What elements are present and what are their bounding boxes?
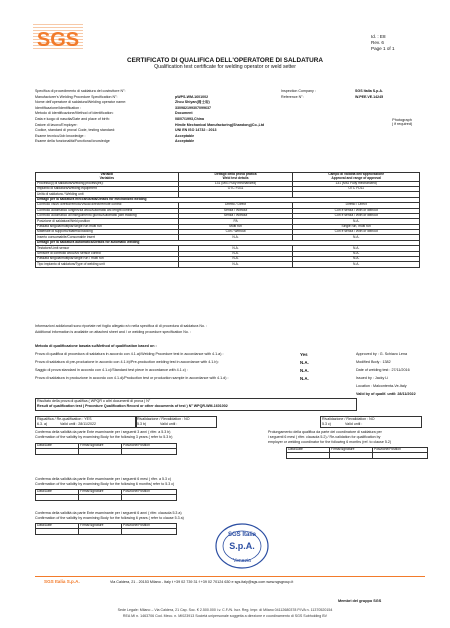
signature-header-cell: Data/Date (36, 490, 79, 495)
signature-cell (79, 449, 122, 454)
method-value: N.A. (300, 376, 309, 381)
signature-header-cell: Posizione/Position (373, 448, 428, 453)
test-detail-cell: Senza / Without (178, 213, 293, 218)
variable-cell: Impianto di saldatura/Welding equipment (36, 186, 179, 191)
footer-legal-2: REA MI n. 1463706 Cod. Mecc. n. MI023913 Società unipersonale soggetta a direzione e coordinamento di SGS Subholding BV (122, 614, 328, 618)
field-label: Esame tecnico/Job knowledge : (35, 133, 86, 138)
variable-cell: Sensore di controllo arco/Arc sensor control (36, 251, 179, 256)
confirm-6m-it: Conferma della validità da parte Ente esaminante per i seguenti 6 mesi ( rifer. a 5.3 c) (35, 477, 172, 481)
field-value: Himile Mechanical Manufacturing(Shandong)Co.,Ltd (175, 122, 265, 127)
header-field-row (35, 100, 425, 105)
prolong-3: employer or welding coordinator for the following 6 months (ref. to clause 5.2) (268, 440, 392, 444)
signature-cell (79, 529, 122, 534)
variable-cell: Tipo impianto di saldatura/Type of welding unit (36, 262, 179, 267)
validity: Valid by of qualif. until: 28/11/2022 (356, 392, 416, 396)
test-detail-cell: N.A. (178, 246, 293, 251)
approval-range-cell: N.A. (293, 257, 420, 262)
table-head-row (36, 173, 420, 182)
footer-legal-1: Sede Legale: Milano – Via Caldera, 21 Cap. Soc. € 2.500.000 i.v. C.F./N. Iscr. Reg. Impr. di Milano 04112680378 P.IVA n. 11370520154 (117, 608, 333, 612)
method-text: Saggio di prova standard in accordo con 4.1.c)/Standard test piece in accordance with 4.1.c) : (35, 368, 188, 372)
variable-cell: Unità di saldatura / Welding unit (36, 192, 179, 197)
prolong-2: i seguenti 6 mesi ( rifer. clausola 5.2) / Re-validation for qualification by (268, 435, 381, 439)
method-right: Modified Body : 1382 (356, 360, 391, 364)
field-label: Specifica di procedimento di saldatura del costruttore N°: (35, 89, 126, 93)
document-id-block (371, 34, 395, 53)
photo-note: ( if required) (391, 122, 413, 127)
signature-cell (36, 449, 79, 454)
test-detail-cell: PA (178, 219, 293, 224)
signature-table-6m (35, 489, 177, 501)
approval-range-cell: N.A. (293, 235, 420, 240)
signature-header-cell: Firma/Signature (79, 444, 122, 449)
test-detail-cell: Con / Without (178, 230, 293, 235)
test-detail-cell: N.A. (178, 262, 293, 267)
approval-range-cell: Con e senza / With or without (293, 213, 420, 218)
additional-info-it: Informazioni addizionali sono riportate nel foglio allegato e/o nella specifica di di procedura di saldatura No. : (35, 324, 208, 328)
header-field-row (35, 111, 425, 116)
reval-b-value: Valid until : (160, 422, 178, 426)
field-value: Acceptable (175, 139, 195, 144)
header-field-row (35, 123, 425, 128)
field-right-value: SGS Italia S.p.A. (355, 89, 383, 93)
head-test-details: Dettagli della prova pratica Weld test details (178, 173, 293, 182)
logo-text: SGS (36, 29, 80, 51)
field-value: Zhou Shiyan(周士岩) (175, 100, 210, 105)
approval-range-cell: 131 (MIG Fully mechanized) (293, 181, 420, 186)
signature-row (36, 529, 177, 534)
confirm-3y-en: Confirmation of the validity by examining Body for the following 3 years ( refer to 5.3 b) (35, 435, 173, 439)
field-right-value: W.PEE.VE.14245 (355, 94, 384, 99)
method-right: Date of welding test : 27/11/2016 (356, 368, 410, 372)
signature-header-cell: Data/Date (36, 524, 79, 529)
field-label: Identificazione/Identification : (35, 105, 82, 110)
signature-cell (122, 449, 177, 454)
signature-row (36, 449, 177, 454)
field-value: 08/07/1993,China (175, 117, 204, 121)
test-detail-cell: N.A. (178, 251, 293, 256)
signature-table-prolong (286, 447, 428, 459)
revalidation-c: Rivalidazione / Revalidation : NO (322, 417, 375, 421)
method-text: Prova di saldatura di pre-produzione in accordo con 4.1.b)/Pre-production welding test in accordance with 4.1.b): (35, 360, 219, 364)
reval-c-value: Valid until : (345, 422, 363, 426)
revalidation-b: Rivalidazione / Revalidation : NO (137, 417, 190, 421)
section-heading: Dettagli per la saldatura automatica/Details for automatic welding (36, 240, 420, 245)
signature-cell (122, 529, 177, 534)
doc-page: Page 1 of 1 (371, 46, 395, 52)
approval-range-cell: Con e senza / With or without (293, 230, 420, 235)
field-label: Metodo di identificazione/Method of identification: (35, 111, 114, 116)
header-field-row (35, 117, 425, 122)
variable-cell: Passata singola/multipla/Single run multi run (36, 224, 179, 229)
field-value: pWPS-WM-1601002 (175, 94, 209, 99)
variables-table (35, 172, 420, 268)
signature-header-cell: Firma/Signature (79, 524, 122, 529)
sgs-logo (33, 22, 83, 54)
signature-cell (36, 529, 79, 534)
additional-info-en: Additional information is available on attached sheet and / or welding procedure specification No. : (35, 330, 191, 334)
variable-cell: Passata singola/multipla/Single run / multi run (36, 257, 179, 262)
test-detail-cell: Senza / Without (178, 208, 293, 213)
variable-cell: Posizione di saldatura/Weld position (36, 219, 179, 224)
header-field-row (35, 139, 425, 144)
prolong-1: Prolungamento della qualifica da parte del coordinatore di saldatura per (268, 430, 382, 434)
signature-cell (122, 495, 177, 500)
result-it: Risultato della prova di qualifica ( WPQR o altri documenti di prova ) N° (37, 399, 151, 403)
reval-c: 5.3 c) (322, 422, 331, 426)
variable-cell: Controllo automatico lunghezza arco/Automatic arc lenght control (36, 208, 179, 213)
test-detail-cell: OTC FD11 (178, 186, 293, 191)
approval-range-cell: N.A. (293, 251, 420, 256)
approval-range-cell: OTC FD11 (293, 186, 420, 191)
location: Location : Malcontenta-Ve-Italy (356, 384, 407, 388)
signature-cell (287, 453, 330, 458)
field-label: Data e luogo di nascita/Date and place of birth: (35, 117, 110, 121)
signature-header-cell: Firma/Signature (79, 490, 122, 495)
confirm-3y-it: Conferma della validità da parte Ente esaminante per i seguenti 3 anni ( rifer. a 5.3 b) (35, 430, 171, 434)
photo-label: Photograph (392, 118, 412, 122)
field-right-label: Inspection Company : (281, 89, 316, 93)
methods-title: Metodo di qualificazione basata su/Method of qualification based on : (35, 344, 157, 348)
reval-a-value: Valid until : 28/11/2022 (60, 422, 97, 426)
test-detail-cell: N.A. (178, 257, 293, 262)
approval-range-cell: Single run, multi run (293, 224, 420, 229)
reval-b: 5.3 b) (137, 422, 147, 426)
header-field-row (35, 128, 425, 133)
approval-range-cell: N.A. (293, 219, 420, 224)
field-value: Document (175, 111, 193, 116)
field-label: Nome dell'operatore di saldatura/Welding operator name: (35, 100, 127, 105)
field-value: UNI EN ISO 14732 : 2013 (175, 128, 217, 133)
method-right: Approved by : G. Schiavo Lena (356, 352, 408, 356)
signature-cell (373, 453, 428, 458)
approval-range-cell: Diretto / Direct (293, 203, 420, 208)
variable-cell: Inserto consumabile/Consumable insert (36, 235, 179, 240)
signature-table-3y (35, 443, 177, 455)
stamp-mid: S.p.A. (229, 541, 255, 551)
field-label: Codice, standard di prova/ Code, testing standard: (35, 128, 116, 133)
sgs-stamp (214, 522, 270, 570)
header-field-row (35, 106, 425, 111)
field-label: Datore di lavoro/Employer: (35, 122, 78, 127)
signature-header-cell: Posizione/Position (122, 524, 177, 529)
variable-cell: Processo(i) di saldatura/Welding process(es): (36, 181, 179, 186)
signature-cell (79, 495, 122, 500)
table-row (36, 262, 420, 267)
signature-table-6a (35, 523, 177, 535)
field-value: 330982199307099637 (175, 105, 211, 110)
approval-range-cell: N.A. (293, 262, 420, 267)
signature-header-cell: Posizione/Position (122, 444, 177, 449)
section-heading: Dettagli per la saldatura meccanizzata/Details for mechanized welding (36, 197, 420, 202)
approval-range-cell: N.A. (293, 246, 420, 251)
approval-range-cell: Con e senza / With or without (293, 208, 420, 213)
stamp-top: SGS Italia (227, 532, 257, 538)
method-text: Prova di saldatura in produzione in accordo con 4.1.d)/Production test or production sample in accordance with 4.1.d) : (35, 376, 229, 380)
reval-a: 6.3. a) (37, 422, 48, 426)
variable-cell: Testatore/Limit sensor (36, 246, 179, 251)
test-detail-cell: Diretto / Direct (178, 203, 293, 208)
signature-header-cell: Posizione/Position (122, 490, 177, 495)
footer-company: SGS Italia S.p.A. (44, 579, 80, 584)
method-text: Prova di qualifica di procedura di saldatura in accordo con 4.1.a)/Welding Procedure test in accordance with 4.1.a) : (35, 352, 224, 356)
photo-placeholder (382, 118, 422, 127)
confirm-6a-en: Confirmation of the validity by examining Body for the following 6 years ( refer to clause 5.3 a) (35, 516, 184, 520)
header-field-row (35, 89, 425, 94)
method-value: Yes (300, 352, 308, 357)
signature-cell (330, 453, 373, 458)
method-right: Issued by : Jacky Li (356, 376, 389, 380)
signature-cell (36, 495, 79, 500)
certificate-title: CERTIFICATO DI QUALIFICA DELL'OPERATORE DI SALDATURA (127, 57, 323, 64)
test-detail-cell: N.A. (178, 235, 293, 240)
signature-header-cell: Data/Date (287, 448, 330, 453)
footer-rule (35, 576, 425, 577)
test-detail-cell: Multi run (178, 224, 293, 229)
signature-row (287, 453, 428, 458)
field-label: Esame della funzionalità/Functional knowledge (35, 139, 110, 144)
method-value: N.A. (300, 368, 309, 373)
field-label: Manufacturer's Welding Procedure Specification N°: (35, 94, 118, 99)
doc-id: Id. : E8 (371, 34, 386, 39)
footer-address: Via Caldera, 21 - 20153 Milano - Italy t +39 02 739 31 f +39 02 70124 630 e sgs.italy@sgs.com www.sgsgroup.it (110, 580, 294, 584)
certificate-subtitle: Qualification test certificate for welding operator or weld setter (154, 64, 296, 70)
field-value: Acceptable (175, 133, 195, 138)
variable-cell: Controllo automatico all'inseguimento giunto/Automatic joint tracking (36, 213, 179, 218)
signature-header-cell: Data/Date (36, 444, 79, 449)
signature-row (36, 495, 177, 500)
header-field-row (35, 95, 425, 100)
head-approval-range: Campo di validità dell'approvazione Approval and range of approval (293, 173, 420, 182)
header-field-row (35, 134, 425, 139)
signature-header-cell: Firma/Signature (330, 448, 373, 453)
test-detail-cell: 131 (MIG Fully mechanized) (178, 181, 293, 186)
doc-rev: Rev. 6 (371, 40, 384, 46)
head-variables: Variabili Variables (36, 173, 179, 182)
requalification: Riqualifica / Re-qualification : YES (37, 417, 92, 421)
variable-cell: Controllo visivo diretto/remoto/Visual direct/remote control (36, 203, 179, 208)
method-value: N.A. (300, 360, 309, 365)
stamp-bottom: Venezia (233, 558, 251, 564)
result-en: Result of qualification test ( Procedure Qualification Record or other documents of test ) N° WPQR-WM-1601002 (37, 404, 228, 408)
confirm-6a-it: Conferma della validità da parte Ente esaminante per i seguenti 6 anni ( rifer. clausola 5.3 a) (35, 511, 182, 515)
field-right-label: Reference N°: (281, 94, 304, 99)
variable-cell: Materiale di supporto/Material backing (36, 230, 179, 235)
confirm-6m-en: Confirmation of the validity by examining Body for the following 6 months( refer to 5.3 c) (35, 482, 175, 486)
footer-member: Membri del gruppo SGS (338, 599, 382, 603)
